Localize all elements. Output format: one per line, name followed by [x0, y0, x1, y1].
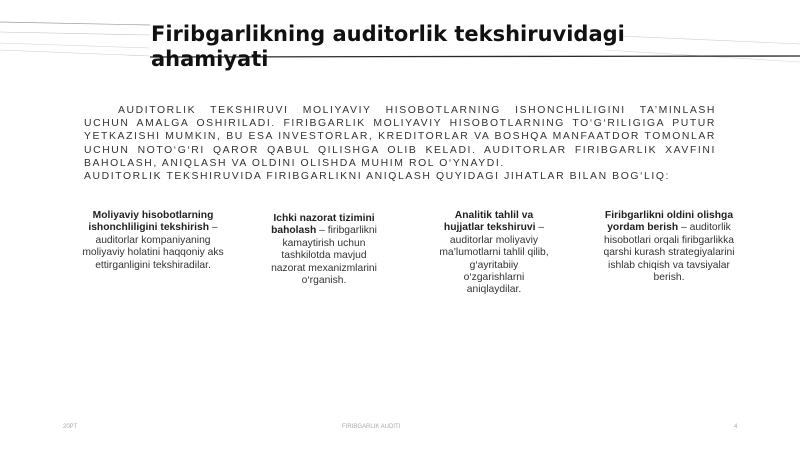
point-fraud-prevention	[603, 210, 735, 284]
point-heading: Firibgarlikni oldini olishga yordam berish	[604, 210, 734, 234]
point-body: – auditorlik hisobotlari orqali firibgarlikka qarshi kurash strategiyalarini ishlab chiqish va tavsiyalar berish.	[603, 222, 735, 284]
intro-paragraph: AUDITORLIK TEKSHIRUVI MOLIYAVIY HISOBOTLARNING ISHONCHLILIGINI TA’MINLASH UCHUN AMALGA OSHIRILADI. FIRIBGARLIK MOLIYAVIY HISOBOTLARNING TO‘G‘RILIGIGA PUTUR YETKAZISHI MUMKIN, BU ESA INVESTORLAR, KREDITORLAR VA BOSHQA MANFAATDOR TOMONLAR UCHUN NOTO‘G‘RI QAROR QABUL QILISHGA OLIB KELADI. AUDITORLAR FIRIBGARLIK XAVFINI BAHOLASH, ANIQLASH VA OLDINI OLISHDA MUHIM ROL O‘YNAYDI.	[84, 105, 716, 169]
intro-lead-in: AUDITORLIK TEKSHIRUVIDA FIRIBGARLIKNI ANIQLASH QUYIDAGI JIHATLAR BILAN BOG‘LIQ:	[84, 171, 671, 183]
footer-center: FIRIBGARLIK AUDITI	[342, 424, 401, 430]
point-financial-statements	[78, 210, 228, 272]
point-heading: Ichki nazorat tizimini baholash	[271, 213, 375, 237]
point-body: – firibgarlikni kamaytirish uchun tashkilotda mavjud nazorat mexanizmlarini o‘rganish.	[271, 225, 377, 287]
point-heading: Moliyaviy hisobotlarning ishonchliligini tekshirish	[88, 210, 214, 234]
point-analytical-review	[438, 210, 550, 297]
footer-left: 20PT	[63, 424, 78, 430]
point-body: – auditorlar moliyaviy ma’lumotlarni tahlil qilib, g‘ayritabiiy o‘zgarishlarni aniqlaydilar.	[439, 222, 549, 296]
point-heading: Analitik tahlil va hujjatlar tekshiruvi	[443, 210, 536, 234]
slide-title: Firibgarlikning auditorlik tekshiruvidagi ahamiyati	[151, 22, 625, 71]
page-number: 4	[734, 424, 738, 430]
intro-text	[84, 104, 716, 183]
point-internal-control	[265, 213, 383, 287]
point-body: – auditorlar kompaniyaning moliyaviy holatini haqqoniy aks ettirganligini tekshiradilar.	[82, 222, 224, 271]
